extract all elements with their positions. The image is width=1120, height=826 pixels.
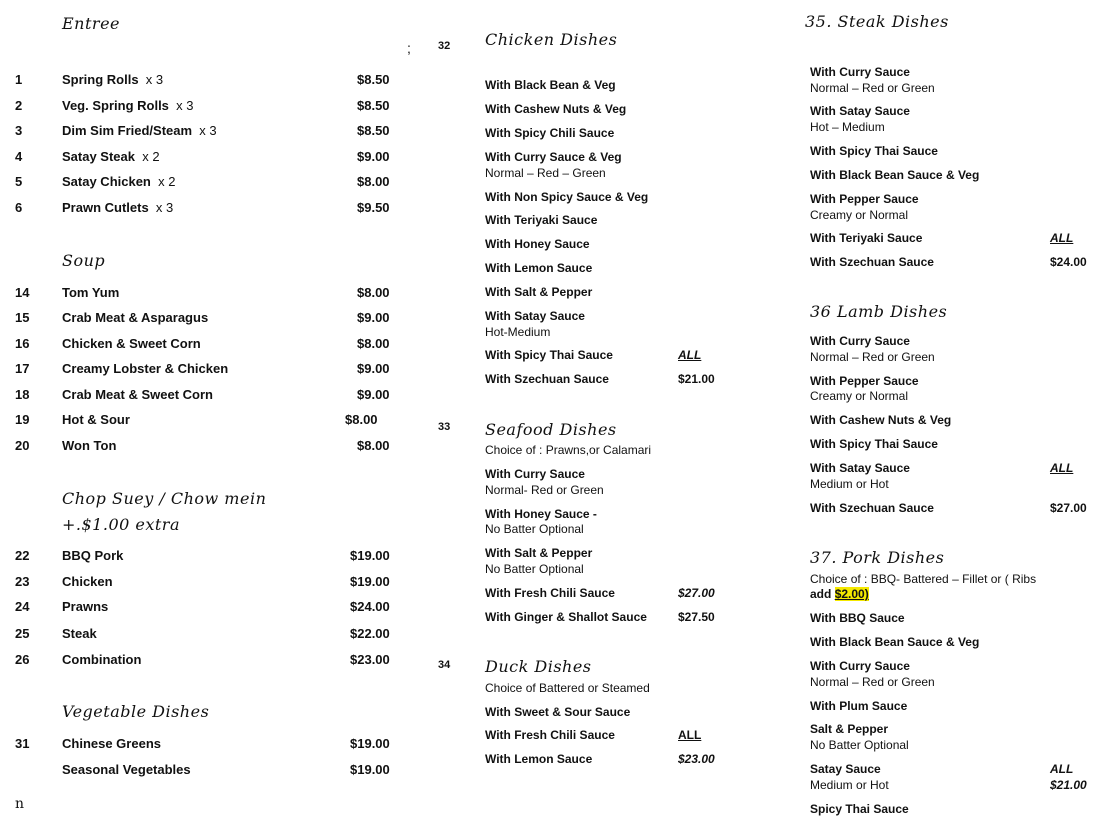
menu-item: With Curry Sauce (485, 467, 585, 481)
menu-item: With BBQ Sauce (810, 611, 905, 625)
highlighted-price: $2.00) (834, 587, 869, 601)
menu-item: With Spicy Thai Sauce (485, 348, 613, 362)
item-note: Creamy or Normal (810, 208, 909, 222)
item-price: $8.00 (357, 285, 390, 300)
choice-note-add: add $2.00) (810, 587, 869, 601)
menu-item: With Pepper Sauce (810, 374, 919, 388)
menu-item: With Fresh Chili Sauce (485, 728, 615, 742)
menu-item: With Cashew Nuts & Veg (485, 102, 627, 116)
item-price: $8.50 (357, 72, 390, 87)
item-price: $19.00 (350, 762, 390, 777)
all-tag: ALL (1050, 762, 1074, 776)
item-number: 25 (15, 626, 30, 641)
item-number: 17 (15, 361, 30, 376)
item-number: 22 (15, 548, 30, 563)
item-note: Medium or Hot (810, 778, 889, 792)
menu-item: With Black Bean Sauce & Veg (810, 635, 980, 649)
menu-item: Tom Yum (62, 285, 120, 300)
entree-heading: Entree (62, 14, 120, 33)
menu-item: Prawn Cutlets x 3 (62, 200, 174, 215)
item-price: $19.00 (350, 736, 390, 751)
menu-item: Satay Steak x 2 (62, 149, 160, 164)
menu-item: With Curry Sauce & Veg (485, 150, 622, 164)
item-note: No Batter Optional (485, 562, 584, 576)
menu-item: With Szechuan Sauce (485, 372, 609, 386)
menu-item: Chicken & Sweet Corn (62, 336, 201, 351)
menu-item: With Sweet & Sour Sauce (485, 705, 631, 719)
item-note: Normal – Red – Green (485, 166, 606, 180)
menu-item: Veg. Spring Rolls x 3 (62, 98, 194, 113)
item-price: $27.00 (678, 586, 715, 600)
item-number: 16 (15, 336, 30, 351)
section-number: 33 (438, 421, 451, 433)
pork-heading: 37. Pork Dishes (810, 548, 945, 567)
item-price: $8.50 (357, 98, 390, 113)
menu-item: Spicy Thai Sauce (810, 802, 909, 816)
menu-item: With Honey Sauce - (485, 507, 597, 521)
item-price: $8.00 (345, 412, 378, 427)
item-number: 3 (15, 123, 23, 138)
item-price: $24.00 (1050, 255, 1087, 269)
menu-item: With Honey Sauce (485, 237, 590, 251)
item-number: 5 (15, 174, 23, 189)
item-number: 31 (15, 736, 30, 751)
menu-item: With Satay Sauce (810, 104, 910, 118)
menu-item: With Black Bean & Veg (485, 78, 616, 92)
menu-item: With Curry Sauce (810, 334, 910, 348)
menu-item: With Curry Sauce (810, 659, 910, 673)
item-note: Creamy or Normal (810, 389, 909, 403)
steak-heading: 35. Steak Dishes (805, 12, 949, 31)
stray-semicolon: ; (407, 40, 411, 56)
menu-item: With Ginger & Shallot Sauce (485, 610, 647, 624)
all-tag: ALL (678, 728, 702, 742)
menu-item: With Satay Sauce (810, 461, 910, 475)
all-tag: ALL (1050, 461, 1074, 475)
item-price: $8.00 (357, 174, 390, 189)
item-note: Hot – Medium (810, 120, 885, 134)
menu-item: Chicken (62, 574, 113, 589)
menu-item: With Cashew Nuts & Veg (810, 413, 952, 427)
item-price: $9.00 (357, 361, 390, 376)
menu-item: With Salt & Pepper (485, 285, 593, 299)
seafood-heading: Seafood Dishes (485, 420, 617, 439)
menu-item: With Szechuan Sauce (810, 501, 934, 515)
item-number: 24 (15, 599, 30, 614)
item-number: 19 (15, 412, 30, 427)
item-price: $21.00 (1050, 778, 1087, 792)
menu-item: With Teriyaki Sauce (810, 231, 923, 245)
menu-item: With Curry Sauce (810, 65, 910, 79)
menu-item: Salt & Pepper (810, 722, 889, 736)
item-price: $8.00 (357, 336, 390, 351)
item-number: 18 (15, 387, 30, 402)
menu-item: Won Ton (62, 438, 117, 453)
chop-suey-heading: Chop Suey / Chow mein (62, 489, 267, 508)
item-price: $27.50 (678, 610, 715, 624)
menu-item: With Spicy Thai Sauce (810, 437, 938, 451)
item-note: Normal – Red or Green (810, 81, 935, 95)
item-note: Normal – Red or Green (810, 350, 935, 364)
all-tag: ALL (678, 348, 702, 362)
menu-item: Spring Rolls x 3 (62, 72, 164, 87)
item-price: $27.00 (1050, 501, 1087, 515)
menu-item: BBQ Pork (62, 548, 124, 563)
menu-item: Crab Meat & Sweet Corn (62, 387, 213, 402)
menu-item: Steak (62, 626, 97, 641)
item-number: 1 (15, 72, 23, 87)
item-number: 2 (15, 98, 23, 113)
item-price: $9.50 (357, 200, 390, 215)
menu-item: With Lemon Sauce (485, 261, 593, 275)
menu-item: Chinese Greens (62, 736, 161, 751)
item-note: Normal – Red or Green (810, 675, 935, 689)
item-price: $21.00 (678, 372, 715, 386)
menu-item: With Plum Sauce (810, 699, 908, 713)
item-number: 26 (15, 652, 30, 667)
item-price: $19.00 (350, 574, 390, 589)
menu-item: Hot & Sour (62, 412, 130, 427)
menu-item: Creamy Lobster & Chicken (62, 361, 229, 376)
footer-mark: n (15, 796, 25, 812)
menu-item: With Non Spicy Sauce & Veg (485, 190, 649, 204)
item-number: 4 (15, 149, 23, 164)
chop-suey-subheading: +.$1.00 extra (62, 515, 180, 534)
item-note: No Batter Optional (810, 738, 909, 752)
all-tag: ALL (1050, 231, 1074, 245)
item-number: 15 (15, 310, 30, 325)
item-price: $9.00 (357, 310, 390, 325)
lamb-heading: 36 Lamb Dishes (810, 302, 948, 321)
item-price: $8.00 (357, 438, 390, 453)
item-price: $23.00 (350, 652, 390, 667)
item-number: 20 (15, 438, 30, 453)
menu-item: Satay Chicken x 2 (62, 174, 176, 189)
choice-note: Choice of Battered or Steamed (485, 681, 650, 695)
item-price: $8.50 (357, 123, 390, 138)
item-price: $9.00 (357, 149, 390, 164)
menu-item: With Salt & Pepper (485, 546, 593, 560)
menu-item: Satay Sauce (810, 762, 881, 776)
choice-note: Choice of : BBQ- Battered – Fillet or ( Ribs (810, 572, 1037, 586)
item-note: Normal- Red or Green (485, 483, 604, 497)
item-price: $22.00 (350, 626, 390, 641)
menu-item: With Pepper Sauce (810, 192, 919, 206)
item-price: $9.00 (357, 387, 390, 402)
section-number: 32 (438, 40, 451, 52)
item-note: Hot-Medium (485, 325, 551, 339)
menu-item: With Spicy Chili Sauce (485, 126, 615, 140)
menu-item: Seasonal Vegetables (62, 762, 191, 777)
duck-heading: Duck Dishes (485, 657, 592, 676)
menu-item: With Black Bean Sauce & Veg (810, 168, 980, 182)
item-number: 14 (15, 285, 30, 300)
menu-item: Prawns (62, 599, 109, 614)
item-price: $23.00 (678, 752, 715, 766)
menu-item: With Szechuan Sauce (810, 255, 934, 269)
chicken-heading: Chicken Dishes (485, 30, 618, 49)
item-price: $19.00 (350, 548, 390, 563)
menu-item: Combination (62, 652, 142, 667)
menu-item: With Spicy Thai Sauce (810, 144, 938, 158)
item-note: No Batter Optional (485, 522, 584, 536)
menu-item: With Lemon Sauce (485, 752, 593, 766)
vegetable-heading: Vegetable Dishes (62, 702, 210, 721)
menu-item: With Satay Sauce (485, 309, 585, 323)
menu-item: Dim Sim Fried/Steam x 3 (62, 123, 217, 138)
soup-heading: Soup (62, 251, 106, 270)
item-number: 6 (15, 200, 23, 215)
menu-item: With Fresh Chili Sauce (485, 586, 615, 600)
menu-item: Crab Meat & Asparagus (62, 310, 209, 325)
item-note: Medium or Hot (810, 477, 889, 491)
menu-item: With Teriyaki Sauce (485, 213, 598, 227)
item-price: $24.00 (350, 599, 390, 614)
choice-note: Choice of : Prawns,or Calamari (485, 443, 652, 457)
section-number: 34 (438, 659, 451, 671)
item-number: 23 (15, 574, 30, 589)
